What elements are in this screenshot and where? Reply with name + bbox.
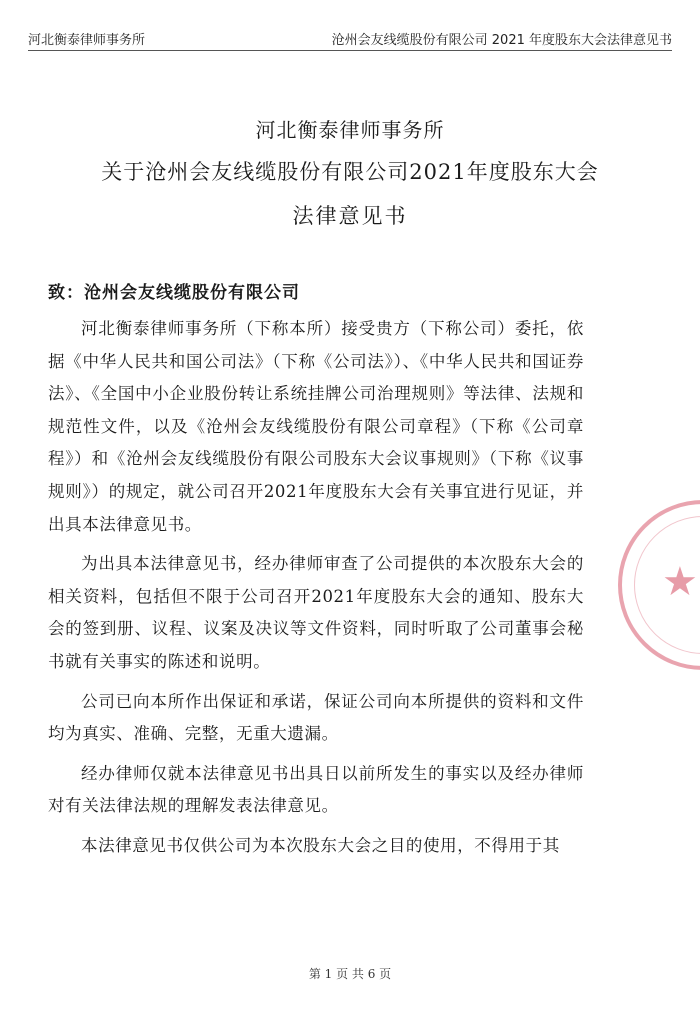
- title-subject: 关于沧州会友线缆股份有限公司2021年度股东大会: [101, 160, 599, 184]
- paragraph-3: 公司已向本所作出保证和承诺，保证公司向本所提供的资料和文件均为真实、准确、完整，无重大遗漏。: [48, 691, 584, 744]
- header-firm-name: 河北衡泰律师事务所: [28, 33, 146, 48]
- seal-stamp: [618, 500, 700, 670]
- seal-star-icon: ★: [662, 559, 698, 605]
- paragraph-5: 本法律意见书仅供公司为本次股东大会之目的使用，不得用于其: [81, 835, 560, 855]
- title-firm: 河北衡泰律师事务所: [255, 118, 445, 142]
- page-number: 第 1 页 共 6 页: [308, 967, 392, 981]
- body-text: [48, 313, 584, 870]
- header-document-title: 沧州会友线缆股份有限公司 2021 年度股东大会法律意见书: [331, 33, 672, 48]
- paragraph-2: 为出具本法律意见书，经办律师审查了公司提供的本次股东大会的相关资料，包括但不限于公司召开2021年度股东大会的通知、股东大会的签到册、议程、议案及决议等文件资料，同时听取了公司董事会秘书就有关事实的陈述和说明。: [48, 554, 584, 671]
- document-title: [0, 110, 700, 238]
- addressee: 致：沧州会友线缆股份有限公司: [48, 283, 300, 303]
- paragraph-4: 经办律师仅就本法律意见书出具日以前所发生的事实以及经办律师对有关法律法规的理解发表法律意见。: [48, 763, 584, 816]
- page-header: [28, 26, 672, 51]
- title-type: 法律意见书: [292, 204, 408, 228]
- paragraph-1: 河北衡泰律师事务所（下称本所）接受贵方（下称公司）委托，依据《中华人民共和国公司法》（下称《公司法》）、《中华人民共和国证券法》、《全国中小企业股份转让系统挂牌公司治理规则》等法律、法规和规范性文件，以及《沧州会友线缆股份有限公司章程》（下称《公司章程》）和《沧州会友线缆股份有限公司股东大会议事规则》（下称《议事规则》）的规定，就公司召开2021年度股东大会有关事宜进行见证，并出具本法律意见书。: [48, 319, 584, 534]
